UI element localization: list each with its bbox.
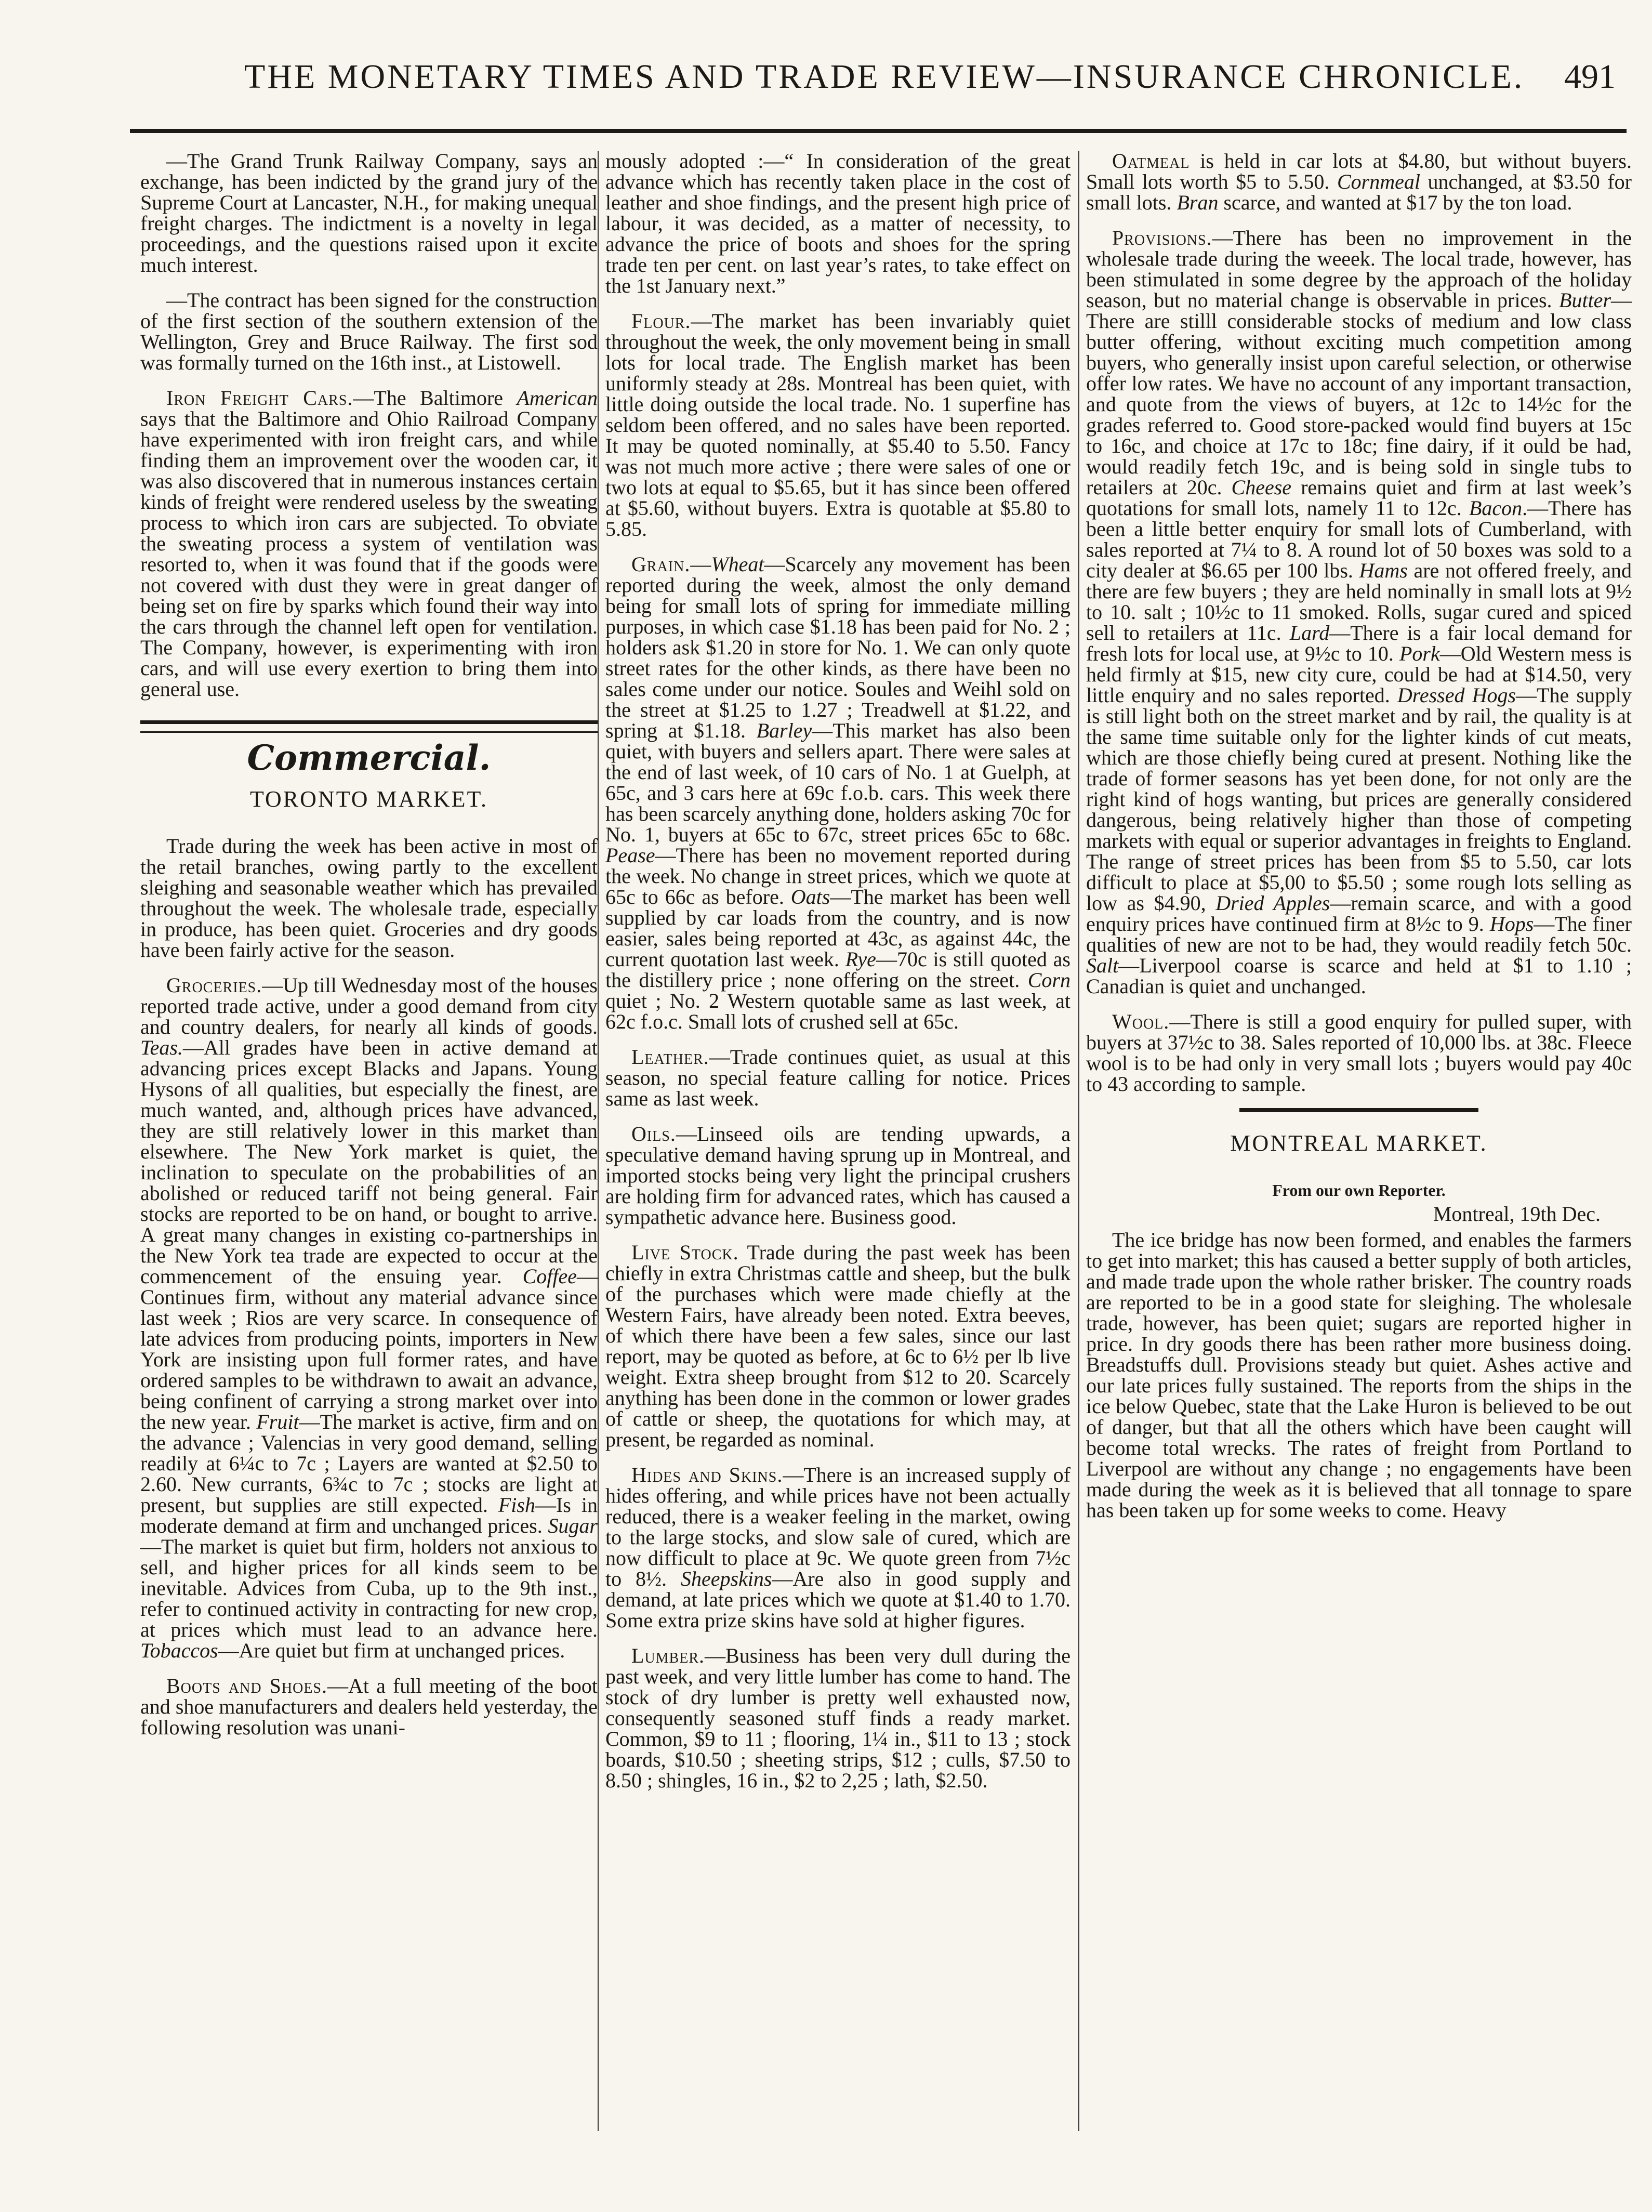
toronto-provisions: Provisions.—There has been no improvement in the wholesale trade during the weeek. The local trade, however, has been stimulated in some degree by the approach of the holiday season, but no material change is observable in prices. Butter—There are stilll considerable stocks of medium and low class butter offering, without exciting much competition among buyers, who generally insist upon careful selection, or otherwise offer low rates. We have no account of any important transaction, and quote from the views of buyers, at 12c to 14½c for the grades referred to. Good store-packed would find buyers at 15c to 16c, and choice at 17c to 18c; fine dairy, if it ould be had, would readily fetch 19c, and is being sold in single tubs to retailers at 20c. Cheese remains quiet and firm at last week’s quotations for small lots, namely 11 to 12c. Bacon.—There has been a little better enquiry for small lots of Cumberland, with sales reported at 7¼ to 8. A round lot of 50 boxes was sold to a city dealer at $6.65 per 100 lbs. Hams are not offered freely, and there are few buyers ; they are held nominally in small lots at 9½ to 10. salt ; 10½c to 11 smoked. Rolls, sugar cured and spiced sell to retailers at 11c. Lard—There is a fair local demand for fresh lots for local use, at 9½c to 10. Pork—Old Western mess is held firmly at $15, new city cure, could be had at $14.50, very little enquiry and no sales reported. Dressed Hogs—The supply is still light both on the street market and by rail, the quality is at the same time suitable only for the lighter kinds of cut meats, which are those chiefly being cured at present. Nothing like the trade of former seasons has yet been done, for not only are the right kind of hogs wanting, but prices are generally considered dangerous, being relatively higher than those of competing markets with equal or superior advantages in freights to England. The range of street prices has been from $5 to 5.50, car lots difficult to place at $5,00 to $5.50 ; some rough lots selling as low as $4.90, Dried Apples—remain scarce, and with a good enquiry prices have continued firm at 8½c to 9. Hops—The finer qualities of new are not to be had, they would readily fetch 50c. Salt—Liverpool coarse is scarce and held at $1 to 1.10 ; Canadian is quiet and unchanged. [1086, 226, 1632, 998]
run-in-head: Boots and Shoes. [166, 1674, 328, 1697]
toronto-wool: Wool.—There is still a good enquiry for pulled super, with buyers at 37½c to 38. Sales reported of 10,000 lbs. at 38c. Fleece wool is to be had only in very small lots ; buyers would pay 40c to 43 according to sample. [1086, 1010, 1632, 1096]
toronto-flour: Flour.—The market has been invariably quiet throughout the week, the only movement being in small lots for local trade. The English market has been uniformly steady at 28s. Montreal has been quiet, with little doing outside the local trade. No. 1 superfine has seldom been offered, and no sales have been reported. It may be quoted nominally, at $5.40 to 5.50. Fancy was not much more active ; there were sales of one or two lots at equal to $5.65, but it has since been offered at $5.60, without buyers. Extra is quotable at $5.80 to 5.85. [605, 309, 1071, 541]
toronto-oatmeal: Oatmeal is held in car lots at $4.80, but without buyers. Small lots worth $5 to 5.50. Cornmeal unchanged, at $3.50 for small lots. Bran scarce, and wanted at $17 by the ton load. [1086, 149, 1632, 214]
section-rule [140, 720, 598, 733]
run-in-head: Wool. [1112, 1010, 1170, 1033]
toronto-groceries: Groceries.—Up till Wednesday most of the houses reported trade active, under a good demand from city and country dealers, for nearly all kinds of goods. Teas.—All grades have been in active demand at advancing prices except Blacks and Japans. Young Hysons of all qualities, but especially the finest, are much wanted, and, although prices have advanced, they are still relatively lower in this market than elsewhere. The New York market is quiet, the inclination to speculate on the probabilities of an abolished or reduced tariff not being general. Fair stocks are reported to be on hand, or bought to arrive. A great many changes in existing co-partnerships in the New York tea trade are expected to occur at the commencement of the ensuing year. Coffee—Continues firm, without any material advance since last week ; Rios are very scarce. In consequence of late advices from producing points, importers in New York are insisting upon full former rates, and have ordered samples to be withdrawn to await an advance, being confinent of carrying a strong market over into the new year. Fruit—The market is active, firm and on the advance ; Valencias in very good demand, selling readily at 6¼c to 7c ; Layers are wanted at $2.50 to 2.60. New currants, 6¾c to 7c ; stocks are light at present, but supplies are still expected. Fish—Is in moderate demand at firm and unchanged prices. Sugar—The market is quiet but firm, holders not anxious to sell, and higher prices for all kinds seem to be inevitable. Advices from Cuba, up to the 9th inst., refer to continued activity in contracting for new crop, at prices which must lead to an advance here. Tobaccos—Are quiet but firm at unchanged prices. [140, 973, 598, 1662]
toronto-oils: Oils.—Linseed oils are tending upwards, a speculative demand having sprung up in Montreal, and imported stocks being very light the principal crushers are holding firm for advanced rates, which has caused a sympathetic advance here. Business good. [605, 1122, 1071, 1229]
toronto-intro: Trade during the week has been active in most of the retail branches, owing partly to the excellent sleighing and seasonable weather which has prevailed throughout the week. The wholesale trade, especially in produce, has been quiet. Groceries and dry goods have been fairly active for the season. [140, 834, 598, 962]
column-divider [598, 151, 599, 2131]
boots-resolution: mously adopted :—“ In consideration of the great advance which has recently taken place in the cost of leather and shoe findings, and the present high price of labour, it was decided, as a matter of necessity, to advance the price of boots and shoes for the spring trade ten per cent. on last year’s rates, to take effect on the 1st January next.” [605, 149, 1071, 297]
section-rule [1239, 1108, 1478, 1112]
section-title-commercial: Commercial. [247, 738, 491, 778]
run-in-head: Groceries. [166, 973, 262, 997]
toronto-lumber: Lumber.—Business has been very dull during the past week, and very little lumber has come to hand. The stock of dry lumber is pretty well exhausted now, consequently seasoned stuff finds a ready market. Common, $9 to 11 ; flooring, 1¼ in., $11 to 13 ; stock boards, $10.50 ; sheeting strips, $12 ; culls, $7.50 to 8.50 ; shingles, 16 in., $2 to 2,25 ; lath, $2.50. [605, 1644, 1071, 1792]
column-3 [1086, 151, 1632, 2136]
run-in-head: Oatmeal [1112, 149, 1190, 173]
run-in-head: Grain. [631, 552, 691, 576]
reporter-credit: From our own Reporter. [1272, 1181, 1446, 1200]
run-in-head: Flour. [631, 309, 691, 333]
page-number: 491 [1564, 58, 1616, 96]
toronto-hides-skins: Hides and Skins.—There is an increased supply of hides offering, and while prices have not been actually reduced, there is a weaker feeling in the market, owing to the large stocks, and slow sale of cured, which are now difficult to place at 9c. We quote green from 7½c to 8½. Sheepskins—Are also in good supply and demand, at late prices which we quote at $1.40 to 1.70. Some extra prize skins have sold at higher figures. [605, 1463, 1071, 1632]
column-2 [605, 151, 1071, 2136]
run-in-head: Provisions. [1112, 226, 1212, 249]
run-in-head: Hides and Skins. [631, 1463, 783, 1486]
running-title: THE MONETARY TIMES AND TRADE REVIEW—INSURANCE CHRONICLE. [244, 58, 1525, 96]
article-iron-freight-cars: Iron Freight Cars.—The Baltimore American says that the Baltimore and Ohio Railroad Company have experimented with iron freight cars, and while finding them an improvement over the wooden car, it was also discovered that in numerous instances certain kinds of freight were rendered useless by the sweating process to which iron cars are subjected. To obviate the sweating process a system of ventilation was resorted to, when it was found that if the goods were not covered with dust they were in great danger of being set on fire by sparks which found their way into the cars through the channel left open for ventilation. The Company, however, is experimenting with iron cars, and will use every exertion to bring them into general use. [140, 386, 598, 701]
dateline: Montreal, 19th Dec. [1433, 1202, 1601, 1226]
run-in-head: Iron Freight Cars. [166, 386, 353, 410]
header-rule [130, 129, 1627, 133]
article-wellington-grey-bruce: —The contract has been signed for the construction of the first section of the southern extension of the Wellington, Grey and Bruce Railway. The first sod was formally turned on the 16th inst., at Listowell. [140, 288, 598, 374]
run-in-head: Leather. [631, 1045, 709, 1069]
toronto-grain: Grain.—Wheat—Scarcely any movement has been reported during the week, almost the only demand being for small lots of spring for immediate milling purposes, in which case $1.18 has been paid for No. 2 ; holders ask $1.20 in store for No. 1. We can only quote street rates for the other kinds, as there have been no sales come under our notice. Soules and Weihl sold on the street at $1.25 to 1.27 ; Treadwell at $1.22, and spring at $1.18. Barley—This market has also been quiet, with buyers and sellers apart. There were sales at the end of last week, of 10 cars of No. 1 at Guelph, at 65c, and 3 cars here at 69c f.o.b. cars. This week there has been scarcely anything done, holders asking 70c for No. 1, buyers at 65c to 67c, street prices 65c to 68c. Pease—There has been no movement reported during the week. No change in street prices, which we quote at 65c to 66c as before. Oats—The market has been well supplied by car loads from the country, and is now easier, sales being reported at 43c, as against 44c, the current quotation last week. Rye—70c is still quoted as the distillery price ; none offering on the street. Corn quiet ; No. 2 Western quotable same as last week, at 62c f.o.c. Small lots of crushed sell at 65c. [605, 552, 1071, 1033]
page-header [0, 57, 1652, 125]
run-in-head: Oils. [631, 1122, 676, 1146]
market-heading-toronto: TORONTO MARKET. [249, 786, 488, 812]
run-in-head: Lumber. [631, 1644, 705, 1667]
column-1 [140, 151, 598, 1980]
run-in-head: Live Stock. [631, 1241, 739, 1264]
toronto-boots-shoes: Boots and Shoes.—At a full meeting of the boot and shoe manufacturers and dealers held yesterday, the following resolution was unani- [140, 1674, 598, 1739]
montreal-report: The ice bridge has now been formed, and enables the farmers to get into market; this has caused a better supply of both articles, and made trade upon the whole rather brisker. The country roads are reported to be in a good state for sleighing. The wholesale trade, however, has been quiet; sugars are reported higher in price. In dry goods there has been rather more business doing. Breadstuffs dull. Provisions steady but quiet. Ashes active and our late prices fully sustained. The reports from the ships in the ice below Quebec, state that the Lake Huron is believed to be out of danger, but that all the others which have been caught will become total wrecks. The rates of freight from Portland to Liverpool are without any change ; no engagements have been made during the week as it is believed that all tonnage to spare has been taken up for some weeks to come. Heavy [1086, 1228, 1632, 1522]
market-heading-montreal: MONTREAL MARKET. [1230, 1130, 1488, 1156]
toronto-live-stock: Live Stock. Trade during the past week has been chiefly in extra Christmas cattle and sheep, but the bulk of the purchases which were made chiefly at the Western Fairs, have already been noted. Extra beeves, of which there have been a few sales, since our last report, may be quoted as before, at 6c to 6½ per lb live weight. Extra sheep brought from $12 to 20. Scarcely anything has been done in the common or lower grades of cattle or sheep, the quotations for which may, at present, be regarded as nominal. [605, 1241, 1071, 1451]
article-grand-trunk: —The Grand Trunk Railway Company, says an exchange, has been indicted by the grand jury of the Supreme Court at Lancaster, N.H., for making unequal freight charges. The indictment is a novelty in legal proceedings, and the questions raised upon it excite much interest. [140, 149, 598, 276]
toronto-leather: Leather.—Trade continues quiet, as usual at this season, no special feature calling for notice. Prices same as last week. [605, 1045, 1071, 1110]
column-divider [1078, 151, 1079, 2131]
